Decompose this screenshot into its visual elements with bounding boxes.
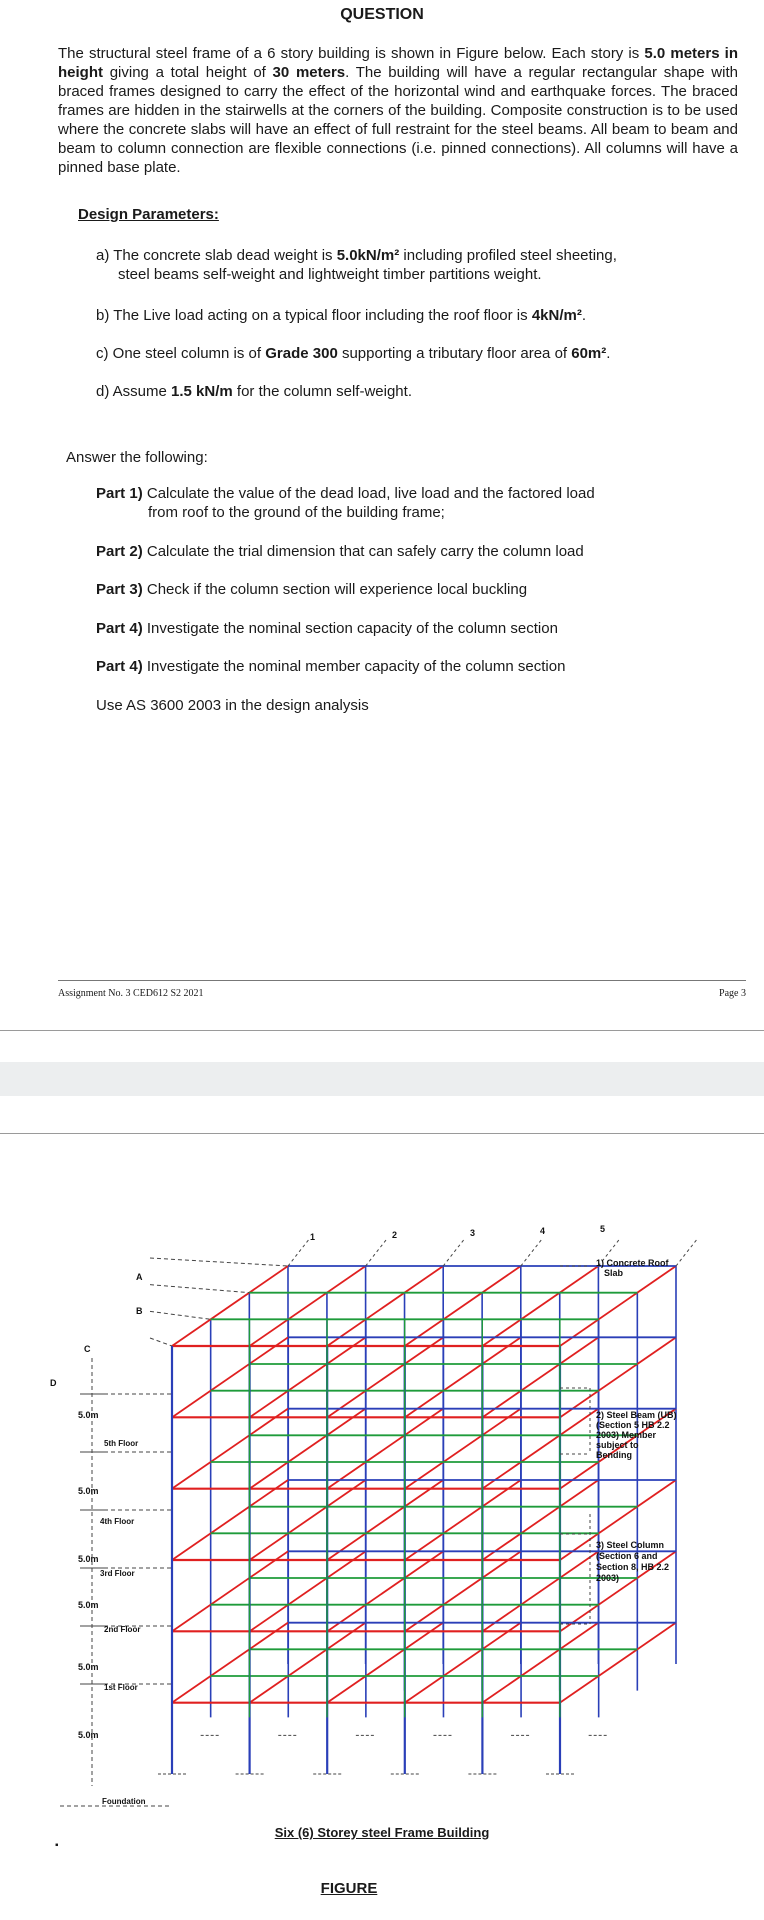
part-text: Investigate the nominal member capacity of the column section xyxy=(142,658,566,675)
part-label: Part 4) xyxy=(96,658,143,675)
intro-text-3: . The building will have a regular rectangular shape with braced frames designed to carry the effect of the horizontal wind and earthquake forces. The braced frames are hidden in the stairwells at the corners of the building. Composite construction is to be used where the concrete slabs will have an effect of full restraint for the steel beams. All beam to beam and beam to column connection are flexible connections (i.e. pinned connections). All columns will have a pinned base plate. xyxy=(58,64,738,176)
part-text: Investigate the nominal section capacity of the column section xyxy=(142,620,558,637)
callout-steel-column: 3) Steel Column xyxy=(596,1540,665,1550)
steel-beam-depth xyxy=(327,1551,443,1631)
floor-label: Foundation xyxy=(102,1797,146,1806)
steel-beam-depth xyxy=(405,1409,521,1489)
steel-beam-depth xyxy=(327,1623,443,1703)
callout-steel-beam: (Section 5 HB 2.2 xyxy=(596,1420,670,1430)
grid-number-2: 2 xyxy=(392,1230,398,1240)
steel-beam-depth xyxy=(482,1266,598,1346)
callout-steel-beam: Bending xyxy=(596,1450,632,1460)
steel-beam-depth xyxy=(482,1337,598,1417)
frame-drawing xyxy=(60,1238,698,1806)
grid-line xyxy=(150,1338,172,1346)
floor-label: 2nd Floor xyxy=(104,1625,141,1634)
steel-beam-depth xyxy=(172,1337,288,1417)
steel-beam-depth xyxy=(172,1551,288,1631)
param-c-bold-area: 60m² xyxy=(571,345,607,362)
steel-beam-depth xyxy=(405,1337,521,1417)
param-a-text: a) The concrete slab dead weight is xyxy=(96,247,337,264)
steel-frame-figure xyxy=(0,1134,764,1920)
part-text: Check if the column section will experience local buckling xyxy=(142,581,528,598)
callout-steel-beam: subject to xyxy=(596,1440,639,1450)
grid-line xyxy=(676,1238,698,1266)
part-4-member xyxy=(96,657,736,676)
answer-heading: Answer the following: xyxy=(66,449,208,466)
steel-beam-depth xyxy=(560,1623,676,1703)
footer-assignment: Assignment No. 3 CED612 S2 2021 xyxy=(58,988,204,999)
intro-bold-total-height: 30 meters xyxy=(272,64,346,81)
steel-beam-depth xyxy=(482,1480,598,1560)
part-label: Part 3) xyxy=(96,581,143,598)
grid-line xyxy=(150,1285,249,1293)
callout-steel-beam: 2003) Member xyxy=(596,1430,657,1440)
callout-roof-slab: Slab xyxy=(604,1268,624,1278)
steel-beam-depth xyxy=(560,1337,676,1417)
frame-labels xyxy=(50,1224,677,1806)
grid-letter-D: D xyxy=(50,1378,57,1388)
part-4-section xyxy=(96,619,736,638)
story-height-label: 5.0m xyxy=(78,1662,99,1672)
steel-beam-depth xyxy=(482,1623,598,1703)
steel-beam-depth xyxy=(482,1409,598,1489)
steel-beam-depth xyxy=(327,1266,443,1346)
design-parameters-heading: Design Parameters: xyxy=(78,206,219,223)
footer-divider xyxy=(58,980,746,981)
part-text: Calculate the trial dimension that can safely carry the column load xyxy=(142,543,584,560)
steel-beam-depth xyxy=(327,1480,443,1560)
callout-steel-column: Section 8, HB 2.2 xyxy=(596,1562,670,1572)
steel-beam-depth xyxy=(250,1409,366,1489)
floor-label: 5th Floor xyxy=(104,1439,139,1448)
part-label: Part 4) xyxy=(96,620,143,637)
part-label: Part 2) xyxy=(96,543,143,560)
story-height-label: 5.0m xyxy=(78,1600,99,1610)
question-title: QUESTION xyxy=(340,6,424,23)
steel-beam-depth xyxy=(327,1337,443,1417)
intro-text-1: The structural steel frame of a 6 story building is shown in Figure below. Each story is xyxy=(58,45,645,62)
page-break-line xyxy=(0,1030,764,1031)
page-gap xyxy=(0,1062,764,1096)
param-c-text-2: supporting a tributary floor area of xyxy=(337,345,572,362)
param-b xyxy=(96,306,706,325)
footer-page-number: Page 3 xyxy=(719,988,746,999)
steel-beam-depth xyxy=(560,1266,676,1346)
steel-beam-depth xyxy=(405,1623,521,1703)
param-d-bold: 1.5 kN/m xyxy=(171,383,233,400)
floor-label: 1st Floor xyxy=(104,1683,138,1692)
grid-letter-C: C xyxy=(84,1344,91,1354)
param-c-text-3: . xyxy=(606,345,611,362)
param-d xyxy=(96,382,706,401)
grid-letter-A: A xyxy=(136,1272,143,1282)
callout-steel-beam: 2) Steel Beam (UB) xyxy=(596,1410,677,1420)
steel-beam-depth xyxy=(172,1266,288,1346)
grid-line xyxy=(521,1238,543,1266)
stray-dot: ▪ xyxy=(55,1840,59,1851)
floor-label: 4th Floor xyxy=(100,1517,135,1526)
part-1 xyxy=(96,484,736,522)
grid-line xyxy=(366,1238,388,1266)
story-height-label: 5.0m xyxy=(78,1410,99,1420)
steel-beam-depth xyxy=(250,1623,366,1703)
steel-beam-depth xyxy=(172,1623,288,1703)
steel-beam-depth xyxy=(405,1266,521,1346)
figure-caption: Six (6) Storey steel Frame Building xyxy=(274,1825,490,1840)
part-text: Calculate the value of the dead load, live load and the factored load xyxy=(142,485,595,502)
grid-number-3: 3 xyxy=(470,1228,476,1238)
steel-beam-depth xyxy=(327,1409,443,1489)
story-height-label: 5.0m xyxy=(78,1554,99,1564)
intro-paragraph xyxy=(58,44,738,177)
standard-note: Use AS 3600 2003 in the design analysis xyxy=(96,697,369,714)
steel-beam-depth xyxy=(250,1551,366,1631)
callout-steel-column: 2003) xyxy=(596,1573,620,1583)
grid-line xyxy=(150,1258,288,1266)
param-b-text-2: . xyxy=(581,307,587,324)
steel-beam-depth xyxy=(405,1480,521,1560)
steel-beam-depth xyxy=(250,1337,366,1417)
param-a xyxy=(96,246,706,284)
param-a-text-2: including profiled steel sheeting, xyxy=(399,247,617,264)
param-d-text: d) Assume xyxy=(96,383,172,400)
story-height-label: 5.0m xyxy=(78,1730,99,1740)
grid-number-1: 1 xyxy=(310,1232,316,1242)
part-2 xyxy=(96,542,736,561)
steel-beam-depth xyxy=(250,1266,366,1346)
grid-line xyxy=(288,1238,310,1266)
param-c-bold-grade: Grade 300 xyxy=(265,345,338,362)
param-a-line2: steel beams self-weight and lightweight timber partitions weight. xyxy=(118,266,542,283)
steel-beam-depth xyxy=(405,1551,521,1631)
param-a-bold: 5.0kN/m² xyxy=(336,247,400,264)
callout-roof-slab: 1) Concrete Roof xyxy=(596,1258,669,1268)
part-1-line2: from roof to the ground of the building frame; xyxy=(148,504,445,521)
param-c-text: c) One steel column is of xyxy=(96,345,266,362)
intro-text-2: giving a total height of xyxy=(103,64,273,81)
grid-line xyxy=(150,1311,211,1319)
steel-beam-depth xyxy=(172,1409,288,1489)
grid-letter-B: B xyxy=(136,1306,143,1316)
part-label: Part 1) xyxy=(96,485,143,502)
steel-beam-depth xyxy=(250,1480,366,1560)
grid-number-5: 5 xyxy=(600,1224,606,1234)
grid-line xyxy=(443,1238,465,1266)
steel-beam-depth xyxy=(482,1551,598,1631)
part-3 xyxy=(96,580,736,599)
param-d-text-2: for the column self-weight. xyxy=(232,383,412,400)
intro-bold-story-height: 5.0 meters in height xyxy=(58,45,739,81)
param-b-text: b) The Live load acting on a typical floor including the roof floor is xyxy=(96,307,532,324)
param-c xyxy=(96,344,706,363)
floor-label: 3rd Floor xyxy=(100,1569,135,1578)
param-b-bold: 4kN/m² xyxy=(531,307,582,324)
figure-label: FIGURE xyxy=(320,1880,378,1897)
steel-beam-depth xyxy=(172,1480,288,1560)
grid-number-4: 4 xyxy=(540,1226,546,1236)
callout-steel-column: (Section 6 and xyxy=(596,1551,658,1561)
story-height-label: 5.0m xyxy=(78,1486,99,1496)
